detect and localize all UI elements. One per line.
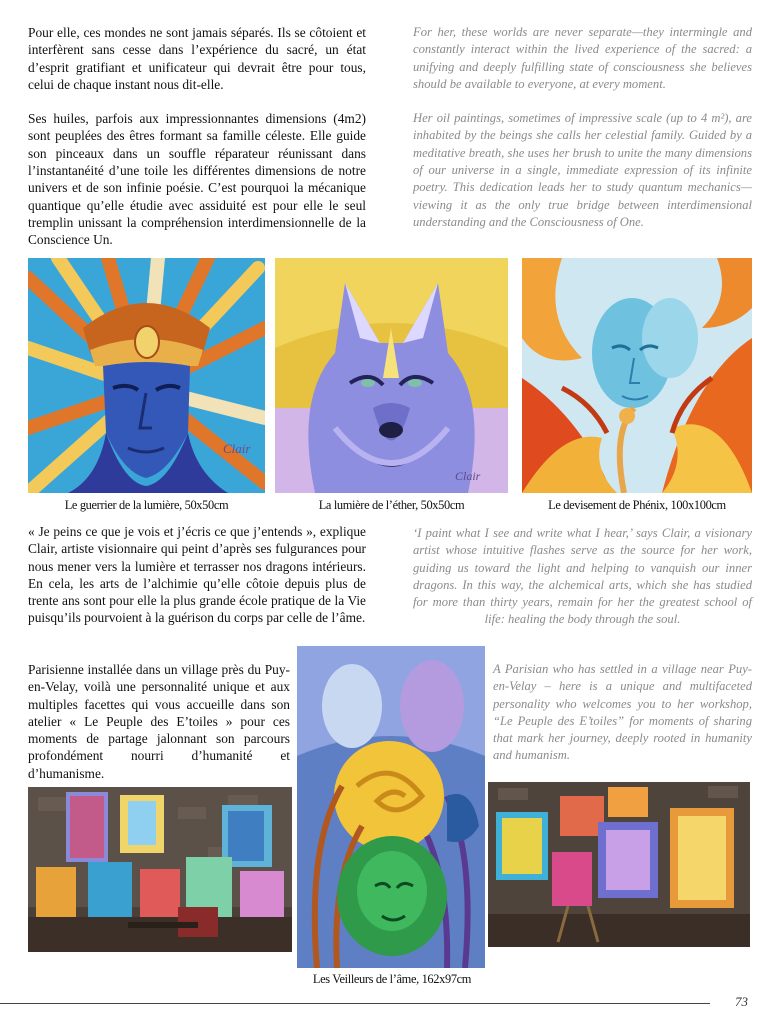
french-paragraph-1: Pour elle, ces mondes ne sont jamais séparés. Ils se côtoient et interfèrent sans cesse dans l’expérience du sacré, un état d’esprit gratifiant et unificateur qui devrait être pour tous, celui de chaque instant nous dit-elle. — [28, 25, 366, 92]
svg-text:Clair: Clair — [455, 469, 481, 483]
painting-ether-image — [275, 258, 508, 493]
english-column-middle — [413, 525, 752, 629]
english-paragraph-1: For her, these worlds are never separate—they intermingle and constantly interact within the lived experience of the sacred: a unifying and deeply fulfilling state of consciousness she believes should be available to everyone, at every moment. — [413, 25, 752, 91]
english-paragraph-3: ‘I paint what I see and write what I hear,’ says Clair, a visionary artist whose intuitive flashes serve as the source for her work, guiding us toward the light and helping to vanquish our inner dragons. In this way, the alchemical arts, which she has studied for more than thirty years, remain for her the greatest school of life: healing the body through the soul. — [413, 526, 752, 627]
english-column-top — [413, 24, 752, 231]
painting-guerrier-image — [28, 258, 265, 493]
atelier-photo-right — [488, 782, 750, 947]
english-column-lower — [493, 661, 752, 765]
caption-veilleurs: Les Veilleurs de l’âme, 162x97cm — [312, 972, 472, 986]
english-paragraph-2: Her oil paintings, sometimes of impressive scale (up to 4 m²), are inhabited by the beings she calls her celestial family. Guided by a meditative breath, she uses her brush to unite the many dimensions of our universe in a single, immediate expression of its infinite poetry. This dedication leads her to study quantum mechanics—viewing it as the only true bridge between interdimensional understanding and the Consciousness of One. — [413, 111, 752, 229]
painting-phenix-image — [522, 258, 752, 493]
french-column-lower — [28, 661, 290, 782]
french-column-middle — [28, 523, 366, 627]
page-number: 73 — [735, 994, 748, 1009]
caption-ether: La lumière de l’éther, 50x50cm — [318, 498, 465, 512]
caption-phenix: Le devisement de Phénix, 100x100cm — [548, 498, 726, 512]
french-column-top — [28, 24, 366, 249]
french-paragraph-3: « Je peins ce que je vois et j’écris ce que j’entends », explique Clair, artiste visionnaire qui peint d’après ses fulgurances pour nous mener vers la lumière et terrasser nos dragons intérieurs. En cela, les arts de l’alchimie qu’elle côtoie depuis plus de trente ans sont pour elle la plus grande école pratique de la Vie puisqu’ils pourvoient à la guérison du corps par celle de l’âme. — [28, 524, 366, 626]
footer-rule — [0, 1003, 710, 1004]
french-paragraph-2: Ses huiles, parfois aux impressionnantes dimensions (4m2) sont peuplées des êtres formant sa famille céleste. Elle guide son pinceaux dans un souffle réparateur réunissant dans l’instantanéité d’une toile les différentes dimensions de notre univers et de son infinie poésie. C’est pourquoi la mécanique quantique qu’elle étudie avec assiduité est pour elle le seul tremplin unissant la compréhension interdimensionnelle de la Conscience Un. — [28, 111, 366, 248]
atelier-photo-left — [28, 787, 292, 952]
svg-text:Clair: Clair — [223, 441, 251, 456]
painting-veilleurs-image — [297, 646, 485, 968]
caption-guerrier: Le guerrier de la lumière, 50x50cm — [64, 498, 229, 512]
english-paragraph-4: A Parisian who has settled in a village near Puy-en-Velay – here is a unique and multifaceted personality who welcomes you to her workshop, “Le Peuple des E’toiles” for moments of sharing that mark her journey, deeply rooted in humanity and humanism. — [493, 662, 752, 763]
french-paragraph-4: Parisienne installée dans un village près du Puy-en-Velay, voilà une personnalité unique et aux multiples facettes qui vous accueille dans son atelier « Le Peuple des E’toiles » pour ces moments de partage jalonnant son parcours profondément nourri d’humanité et d’humanisme. — [28, 662, 290, 781]
